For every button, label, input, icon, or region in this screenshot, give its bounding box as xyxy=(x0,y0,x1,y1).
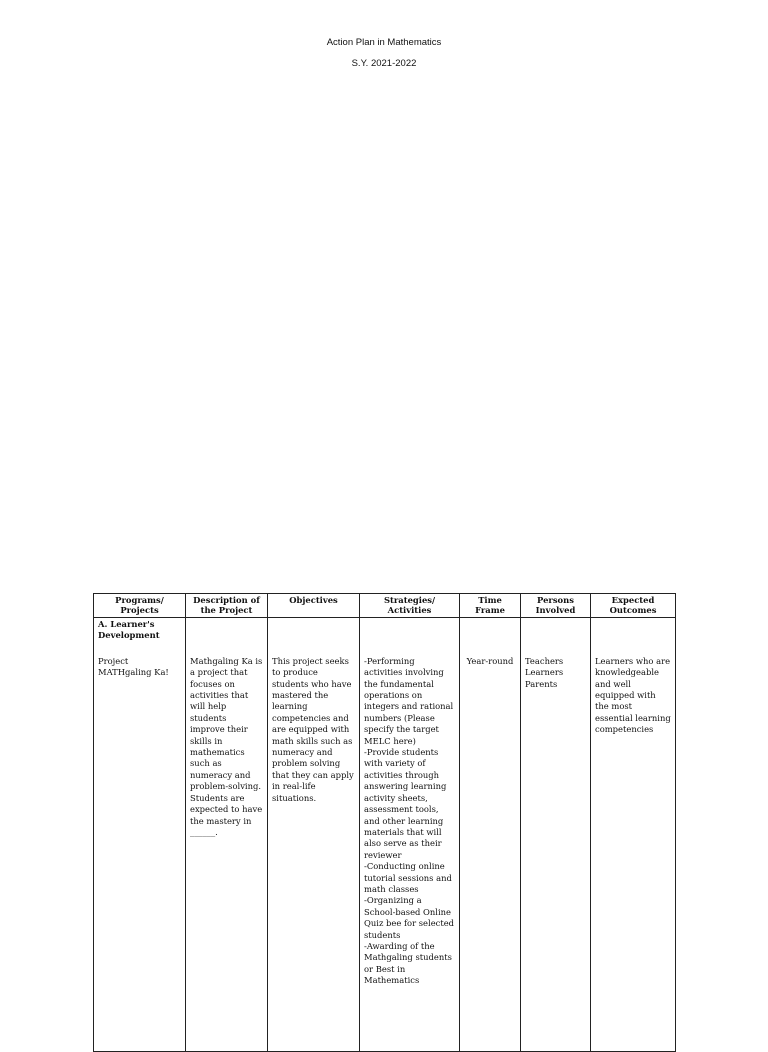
section-label: A. Learner's Development xyxy=(98,619,160,641)
objectives-cell xyxy=(268,642,360,1052)
project-strategies: -Performing activities involving the fundamental operations on integers and rational numbers (Please specify the target MELC here) -Provide students with variety of activities through answering learning activity sheets, assessment tools, and other learning materials that will also serve as their reviewer -Conducting online tutorial sessions and math classes -Organizing a School-based Online Quiz bee for selected students -Awarding of the Mathgaling students or Best in Mathematics xyxy=(364,655,455,986)
section-row xyxy=(94,618,676,642)
school-year: S.Y. 2021-2022 xyxy=(351,58,417,69)
strategies-cell xyxy=(360,642,460,1052)
header-programs: Programs/ Projects xyxy=(94,594,186,618)
header-description: Description of the Project xyxy=(186,594,268,618)
header-objectives: Objectives xyxy=(268,594,360,618)
persons-cell xyxy=(521,642,591,1052)
time-frame: Year-round xyxy=(466,655,514,666)
program-name: Project MATHgaling Ka! xyxy=(98,655,169,678)
time-frame-cell xyxy=(460,642,521,1052)
document-title: Action Plan in Mathematics xyxy=(326,37,442,48)
section-cell xyxy=(94,618,186,642)
program-cell xyxy=(94,642,186,1052)
header-persons-involved: Persons Involved xyxy=(521,594,591,618)
outcomes-cell xyxy=(591,642,676,1052)
action-plan-table xyxy=(93,593,676,1052)
persons-involved: Teachers Learners Parents xyxy=(525,655,564,689)
project-objectives: This project seeks to produce students who have mastered the learning competencies and are equipped with math skills such as numeracy and problem solving that they can apply in real-life situations. xyxy=(272,655,354,803)
expected-outcomes: Learners who are knowledgeable and well equipped with the most essential learning competencies xyxy=(595,655,671,735)
project-description: Mathgaling Ka is a project that focuses on activities that will help students improve their skills in mathematics such as numeracy and problem-solving. Students are expected to have the mastery in ______. xyxy=(190,655,263,837)
header-strategies: Strategies/ Activities xyxy=(360,594,460,618)
description-cell xyxy=(186,642,268,1052)
table-header-row xyxy=(94,594,676,618)
table-row xyxy=(94,642,676,1052)
header-expected-outcomes: Expected Outcomes xyxy=(591,594,676,618)
header-time-frame: Time Frame xyxy=(460,594,521,618)
